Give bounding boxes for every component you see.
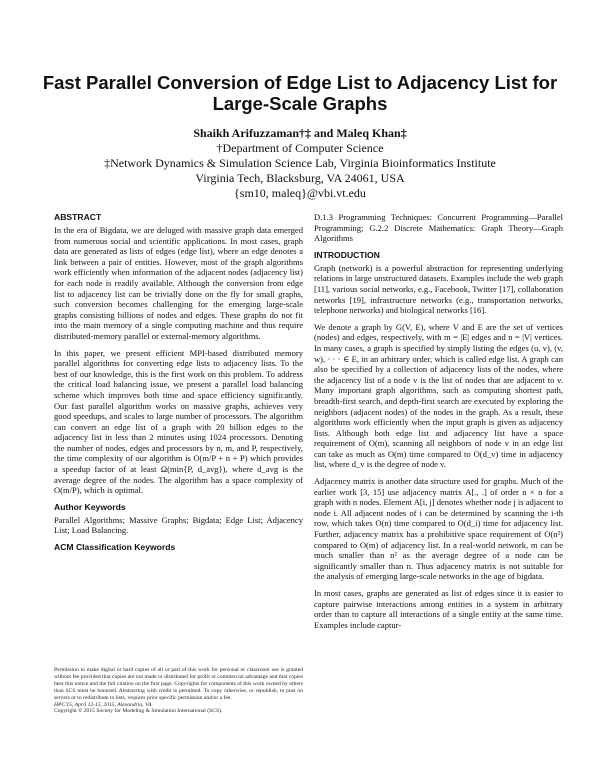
copyright-footnote [54,667,303,715]
acm-heading: ACM Classification Keywords [54,542,176,553]
abstract-heading: ABSTRACT [54,212,102,222]
right-column [314,212,563,636]
intro-paragraph-1: Graph (network) is a powerful abstraction for representing underlying relations in large unstructured datasets. Examples include the web graph [11], various social networks, e.g., Facebook, Twitter [17], collaboration networks [19], infrastructure networks (e.g., transportation networks, telephone networks) and biological networks [16]. [314,262,563,316]
author-names: Shaikh Arifuzzaman†‡ and Maleq Khan‡ [193,126,407,140]
title-line-2: Large-Scale Graphs [212,93,388,114]
footnote-permission: Permission to make digital or hard copies of all or part of this work for personal or classroom use is granted without fee provided that copies are not made or distributed for profit or commercial advantage and that copies bear this notice and the full citation on the first page. Copyrights for components of this work owned by others than SCS must be honored. Abstracting with credit is permitted. To copy otherwise, or republish, to post on servers or to redistribute to lists, requires prior specific permission and/or a fee. [54,667,303,701]
intro-paragraph-2: We denote a graph by G(V, E), where V and E are the set of vertices (nodes) and edges, respectively, with m = |E| edges and n = |V| vertices. In many cases, a graph is specified by simply listing the edges (u, v), (v, w), · · · ∈ E, in an arbitrary order, which is called edge list. A graph can also be specified by a collection of adjacency lists of the nodes, where the adjacency list of a node v is the list of nodes that are adjacent to v. Many important graph algorithms, such as computing shortest path, breadth-first search, and depth-first search are executed by exploring the neighbors (adjacent nodes) of the nodes in the graph. As a result, these algorithms work efficiently when the input graph is given as adjacency lists. Although both edge list and adjacency list have a space requirement of O(m), scanning all neighbors of node v in an edge list can take as much as O(m) time compared to O(d_v) time in adjacency list, where d_v is the degree of node v. [314,321,563,470]
intro-paragraph-4: In most cases, graphs are generated as list of edges since it is easier to capture pairwise interactions among entities in a system in arbitrary order than to capture all interactions of a single entity at the same time. Examples include captur- [314,588,563,630]
address: Virginia Tech, Blacksburg, VA 24061, USA [195,171,405,185]
emails: {sm10, maleq}@vbi.vt.edu [234,186,366,200]
left-column [54,212,303,555]
abstract-paragraph-2: In this paper, we present efficient MPI-based distributed memory parallel algorithms for converting edge lists to adjacency lists. To the best of our knowledge, this is the first work on this problem. To address the critical load balancing issue, we present a parallel load balancing scheme which improves both time and space efficiency significantly. Our fast parallel algorithm works on massive graphs, achieves very good speedups, and scales to large number of processors. The algorithm can convert an edge list of a graph with 20 billion edges to the adjacency list in less than 2 minutes using 1024 processors. Denoting the number of nodes, edges and processors by n, m, and P, respectively, the time complexity of our algorithm is O(m/P + n + P) which provides a speedup factor of at least Ω(min{P, d_avg}), where d_avg is the average degree of the nodes. The algorithm has a space complexity of O(m/P), which is optimal. [54,347,303,496]
acm-classification-text: D.1.3 Programming Techniques: Concurrent Programming—Parallel Programming; G.2.2 Discrete Mathematics: Graph Theory—Graph Algorithms [314,212,563,244]
keywords-text: Parallel Algorithms; Massive Graphs; Bigdata; Edge List; Adjacency List; Load Balancing. [54,514,303,536]
footnote-venue: HPC'15, April 12-15, 2015, Alexandria, VA. [54,701,153,708]
author-block [40,126,560,201]
intro-paragraph-3: Adjacency matrix is another data structure used for graphs. Much of the earlier work [3, 15] use adjacency matrix A[., .] of order n × n for a graph with n nodes. Element A[i, j] denotes whether node j is adjacent to node i. All adjacent nodes of i can be determined by scanning the i-th row, which takes O(n) time compared to O(d_i) time for adjacency list. Further, adjacency matrix has a prohibitive space requirement of O(n²) compared to O(m) of adjacency list. In a real-world network, m can be much smaller than n² as the average degree of a node can be significantly smaller than n. Thus adjacency matrix is not suitable for the analysis of emerging large-scale networks in the age of bigdata. [314,476,563,582]
title-line-1: Fast Parallel Conversion of Edge List to Adjacency List for [42,72,558,93]
affiliation-1: †Department of Computer Science [216,141,384,155]
keywords-heading: Author Keywords [54,501,126,512]
affiliation-2: ‡Network Dynamics & Simulation Science Lab, Virginia Bioinformatics Institute [104,156,496,170]
introduction-heading: INTRODUCTION [314,249,380,260]
paper-title [40,72,560,114]
abstract-paragraph-1: In the era of Bigdata, we are deluged with massive graph data emerged from numerous social and scientific applications. In most cases, graph data are generated as lists of edges (edge list), where an edge denotes a link between a pair of entities. However, most of the graph algorithms work efficiently when information of the adjacent nodes (adjacency list) for each node is readily available. Although the conversion from edge list to adjacency list can be trivially done on the fly for small graphs, such conversion becomes challenging for the emerging large-scale graphs consisting billions of nodes and edges. These graphs do not fit into the main memory of a single computing machine and thus require distributed-memory parallel or external-memory algorithms. [54,225,303,341]
footnote-copyright: Copyright © 2015 Society for Modeling & Simulation International (SCS). [54,708,223,715]
